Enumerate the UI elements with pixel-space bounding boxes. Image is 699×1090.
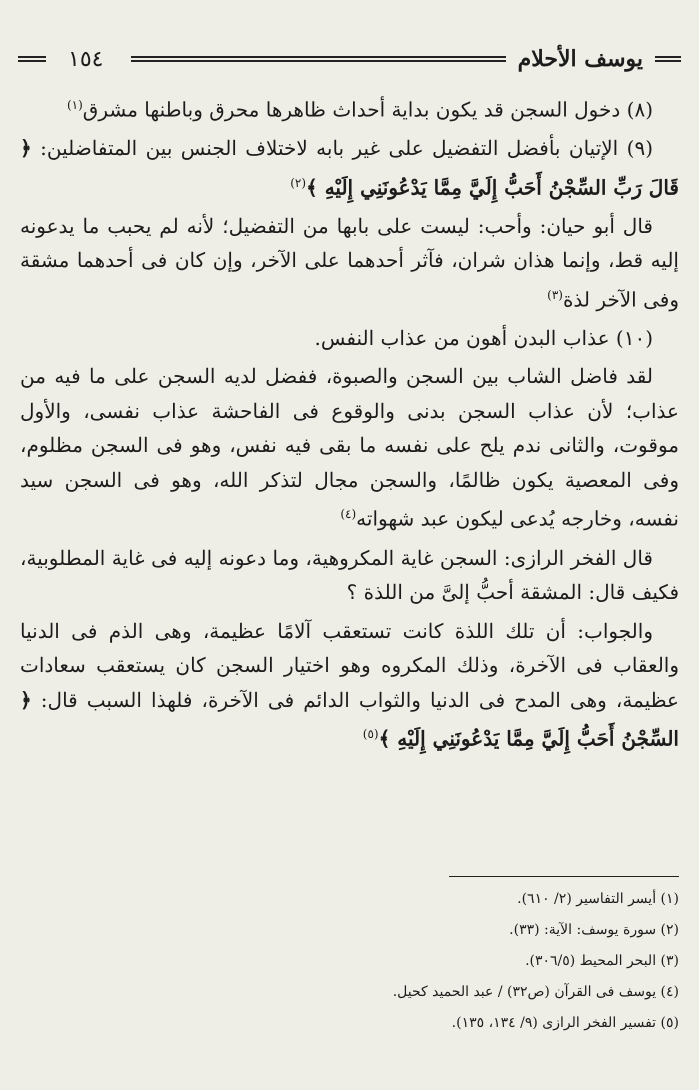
quran-verse-2: ﴿ السِّجْنُ أَحَبُّ إِلَيَّ مِمَّا يَدْعُونَنِي إِلَيْهِ ﴾ [20, 687, 679, 751]
quran-verse-1: ﴿ قَالَ رَبِّ السِّجْنُ أَحَبُّ إِلَيَّ مِمَّا يَدْعُونَنِي إِلَيْهِ ﴾ [20, 136, 679, 200]
main-text [20, 88, 679, 756]
header-rule-left [18, 56, 46, 62]
item-10-text: لقد فاضل الشاب بين السجن والصبوة، ففضل لديه السجن على ما فيه من عذاب؛ لأن عذاب السجن بدنى والوقوع فى الفاحشة عذاب نفسى، والأول موقوت، والثانى ندم يلح على نفسه ما بقى فيه نفس، وهو فى السجن مظلوم، وفى المعصية يكون ظالمًا، والسجن مجال لتذكر الله، وهو فى السجن سيد نفسه، وخارجه يُدعى ليكون عبد شهواته [20, 364, 679, 532]
footnote-ref-5: (٥) [362, 727, 379, 742]
page-number: ١٥٤ [68, 46, 104, 72]
footnote-separator [449, 876, 679, 877]
header-rule-right [655, 56, 681, 62]
heading-item-10: (١٠) عذاب البدن أهون من عذاب النفس. [314, 325, 653, 350]
item-8-text: (٨) دخول السجن قد يكون بداية أحداث ظاهرها محرق وباطنها مشرق [82, 97, 653, 122]
footnote-3: (٣) البحر المحيط (٣٠٦/٥). [525, 953, 679, 969]
running-title: يوسف الأحلام [517, 46, 643, 72]
footnote-ref-3: (٣) [547, 287, 563, 302]
paragraph-abu-hayyan [20, 209, 679, 317]
footnote-ref-1: (١) [66, 98, 83, 112]
footnote-5: (٥) تفسير الفخر الرازى (٩/ ١٣٤، ١٣٥). [451, 1015, 679, 1031]
footnote-ref-2: (٢) [290, 175, 307, 190]
item-9-text: (٩) الإتيان بأفضل التفضيل على غير بابه لاختلاف الجنس بين المتفاضلين: [40, 136, 654, 161]
paragraph-razi-answer [20, 614, 679, 757]
footnotes [300, 884, 679, 1039]
razi-answer-text: والجواب: أن تلك اللذة كانت تستعقب آلامًا عظيمة، وهى الذم فى الدنيا والعقاب فى الآخرة، وذلك المكروه وهو اختيار السجن كان يستعقب سعادات عظيمة، وهى المدح فى الدنيا والثواب الدائم فى الآخرة، فلهذا السبب قال: [20, 618, 679, 712]
page-header [18, 42, 681, 76]
paragraph-razi-question: قال الفخر الرازى: السجن غاية المكروهية، وما دعونه إليه فى غاية المطلوبية، فكيف قال: المشقة أحبُّ إلىَّ من اللذة ؟ [20, 545, 679, 605]
footnote-ref-4: (٤) [340, 507, 357, 522]
footnote-2: (٢) سورة يوسف: الآية: (٣٣). [509, 922, 679, 938]
paragraph-item-8 [20, 88, 679, 127]
footnote-4: (٤) يوسف فى القرآن (ص٣٢) / عبد الحميد كحيل. [392, 984, 679, 1000]
header-rule-middle [131, 56, 505, 62]
abu-hayyan-text: قال أبو حيان: وأحب: ليست على بابها من التفضيل؛ لأنه لم يحبب ما يدعونه إليه قط، وإنما هذان شران، فآثر أحدهما على الآخر، وإن كان فى أحدهما مشقة وفى الآخر لذة [20, 213, 679, 312]
paragraph-item-10 [20, 359, 679, 536]
paragraph-item-9 [20, 131, 679, 205]
footnote-1: (١) أيسر التفاسير (٢/ ٦١٠). [517, 891, 679, 907]
